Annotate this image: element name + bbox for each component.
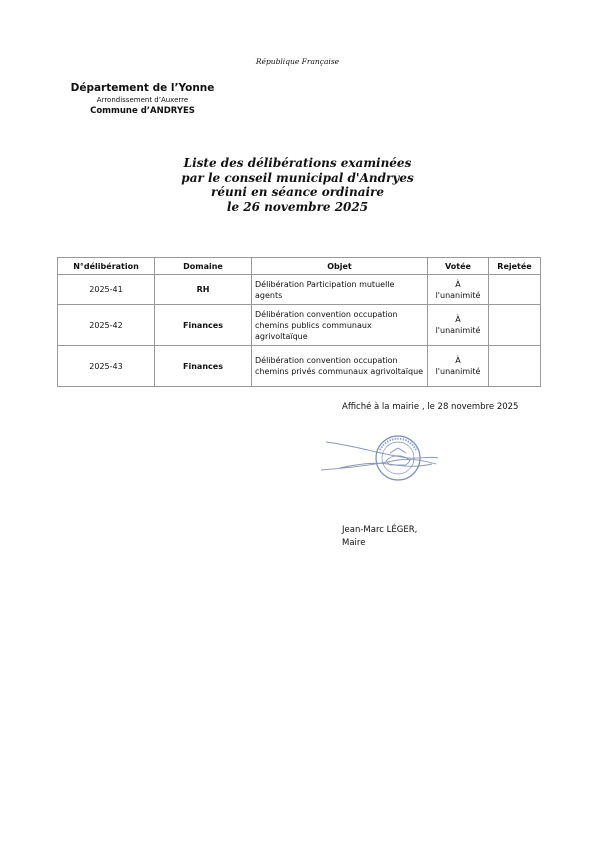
table-row xyxy=(58,275,541,305)
column-header-votee: Votée xyxy=(428,258,489,275)
column-header-num: N°délibération xyxy=(58,258,155,275)
signature-stamp-image xyxy=(318,428,448,490)
departement-label: Département de l’Yonne xyxy=(70,82,215,94)
cell-objet: Délibération convention occupation chemins publics communaux agrivoltaïque xyxy=(252,305,428,346)
table-row xyxy=(58,305,541,346)
title-line: par le conseil municipal d'Andryes xyxy=(181,170,414,185)
column-header-domaine: Domaine xyxy=(155,258,252,275)
cell-rejetee xyxy=(489,346,541,387)
cell-votee xyxy=(428,346,489,387)
signatory-role: Maire xyxy=(342,538,366,548)
table-row xyxy=(58,346,541,387)
cell-domaine: Finances xyxy=(155,305,252,346)
votee-line: À xyxy=(455,315,461,324)
commune-label: Commune d’ANDRYES xyxy=(90,106,195,116)
cell-num: 2025-41 xyxy=(58,275,155,305)
arrondissement-label: Arrondissement d’Auxerre xyxy=(96,96,189,104)
votee-line: l'unanimité xyxy=(435,367,481,376)
cell-num: 2025-43 xyxy=(58,346,155,387)
cell-objet: Délibération Participation mutuelle agents xyxy=(252,275,428,305)
column-header-rejetee: Rejetée xyxy=(489,258,541,275)
title-line: Liste des délibérations examinées xyxy=(183,156,412,170)
title-line: le 26 novembre 2025 xyxy=(226,199,369,214)
header-block xyxy=(70,82,215,117)
cell-rejetee xyxy=(489,275,541,305)
cell-domaine: Finances xyxy=(155,346,252,387)
affichage-notice: Affiché à la mairie , le 28 novembre 2025 xyxy=(342,402,519,412)
cell-votee xyxy=(428,305,489,346)
document-title xyxy=(0,156,595,214)
votee-line: À xyxy=(455,279,461,289)
cell-votee xyxy=(428,275,489,305)
votee-line: l'unanimité xyxy=(435,326,481,335)
cell-num: 2025-42 xyxy=(58,305,155,346)
cell-domaine: RH xyxy=(155,275,252,305)
signatory-name: Jean-Marc LÉGER, xyxy=(342,525,418,535)
table-header-row xyxy=(58,258,541,275)
votee-line: À xyxy=(455,356,461,365)
republique-francaise-label: République Française xyxy=(255,57,340,66)
cell-rejetee xyxy=(489,305,541,346)
votee-line: l'unanimité xyxy=(435,290,481,300)
column-header-objet: Objet xyxy=(252,258,428,275)
cell-objet: Délibération convention occupation chemins privés communaux agrivoltaïque xyxy=(252,346,428,387)
deliberations-table xyxy=(57,257,541,387)
title-line: réuni en séance ordinaire xyxy=(211,185,384,199)
signatory xyxy=(342,524,417,550)
